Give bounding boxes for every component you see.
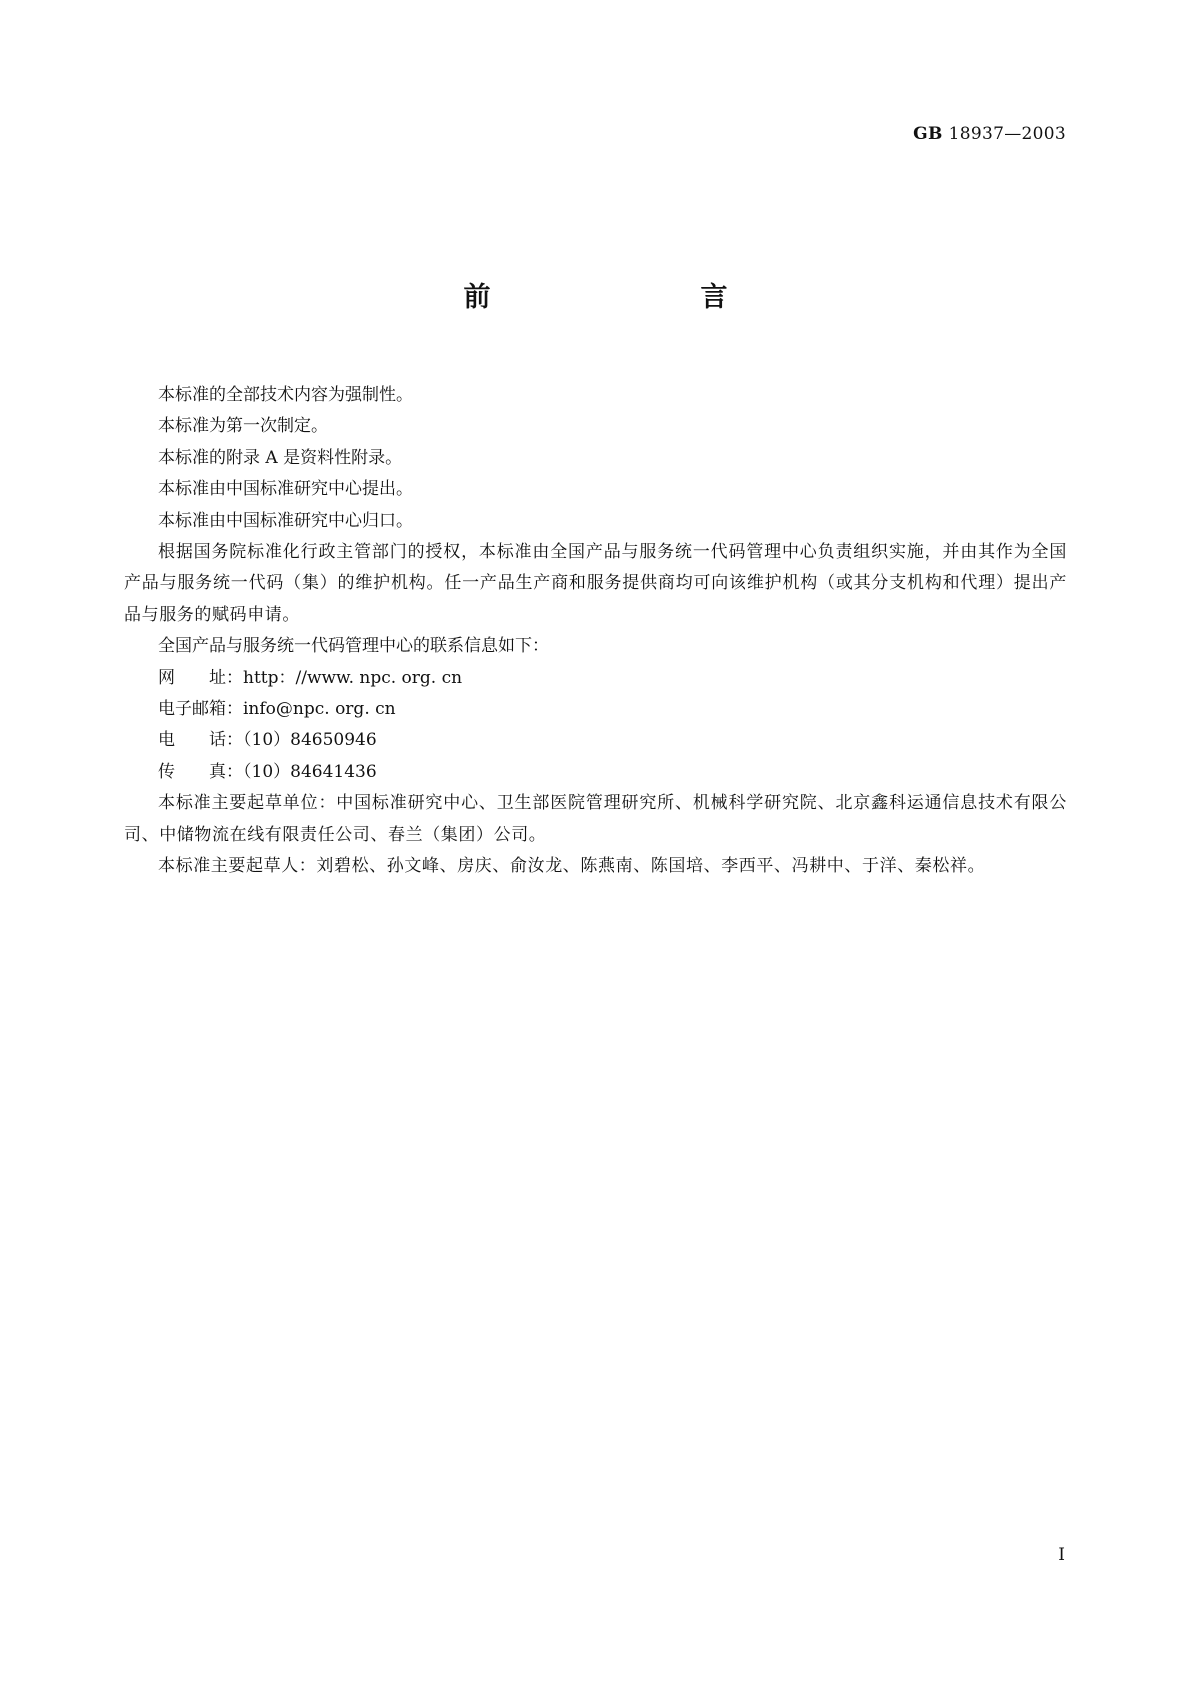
standard-number: 18937—2003 [948, 124, 1066, 144]
paragraph-drafting-units: 本标准主要起草单位：中国标准研究中心、卫生部医院管理研究所、机械科学研究院、北京鑫科运通信息技术有限公司、中储物流在线有限责任公司、春兰（集团）公司。 [124, 793, 1067, 845]
contact-label-website: 网址 [158, 667, 226, 688]
page-title: 前 言 [463, 282, 780, 313]
page-number: I [1058, 1545, 1065, 1565]
paragraph-mandatory: 本标准的全部技术内容为强制性。 [158, 385, 413, 405]
contact-value-email: ：info@npc. org. cn [226, 699, 396, 720]
paragraph-first-edition: 本标准为第一次制定。 [158, 416, 328, 437]
contact-fax [124, 757, 1067, 788]
contact-email [124, 694, 1067, 725]
contact-label-phone: 电话 [158, 730, 226, 751]
paragraph-administrator: 本标准由中国标准研究中心归口。 [158, 510, 413, 531]
contact-label-fax: 传真 [158, 761, 226, 782]
standard-code [913, 124, 1066, 144]
foreword-body [124, 380, 1067, 883]
paragraph-annex: 本标准的附录 A 是资料性附录。 [158, 447, 403, 468]
paragraph-proposer: 本标准由中国标准研究中心提出。 [158, 479, 413, 500]
contact-value-fax: ：（10）84641436 [226, 761, 377, 782]
contact-label-email: 电子邮箱 [158, 699, 226, 720]
standard-prefix: GB [913, 124, 943, 144]
contact-website [124, 663, 1067, 694]
contact-value-phone: ：（10）84650946 [226, 730, 377, 751]
paragraph-authorization: 根据国务院标准化行政主管部门的授权，本标准由全国产品与服务统一代码管理中心负责组织实施，并由其作为全国产品与服务统一代码（集）的维护机构。任一产品生产商和服务提供商均可向该维护机构（或其分支机构和代理）提出产品与服务的赋码申请。 [124, 542, 1067, 625]
paragraph-drafters: 本标准主要起草人：刘碧松、孙文峰、房庆、俞汝龙、陈燕南、陈国培、李西平、冯耕中、于洋、秦松祥。 [158, 856, 986, 877]
paragraph-contact-intro: 全国产品与服务统一代码管理中心的联系信息如下： [158, 636, 549, 657]
contact-value-website: ：http：//www. npc. org. cn [226, 667, 463, 688]
contact-phone [124, 725, 1067, 756]
